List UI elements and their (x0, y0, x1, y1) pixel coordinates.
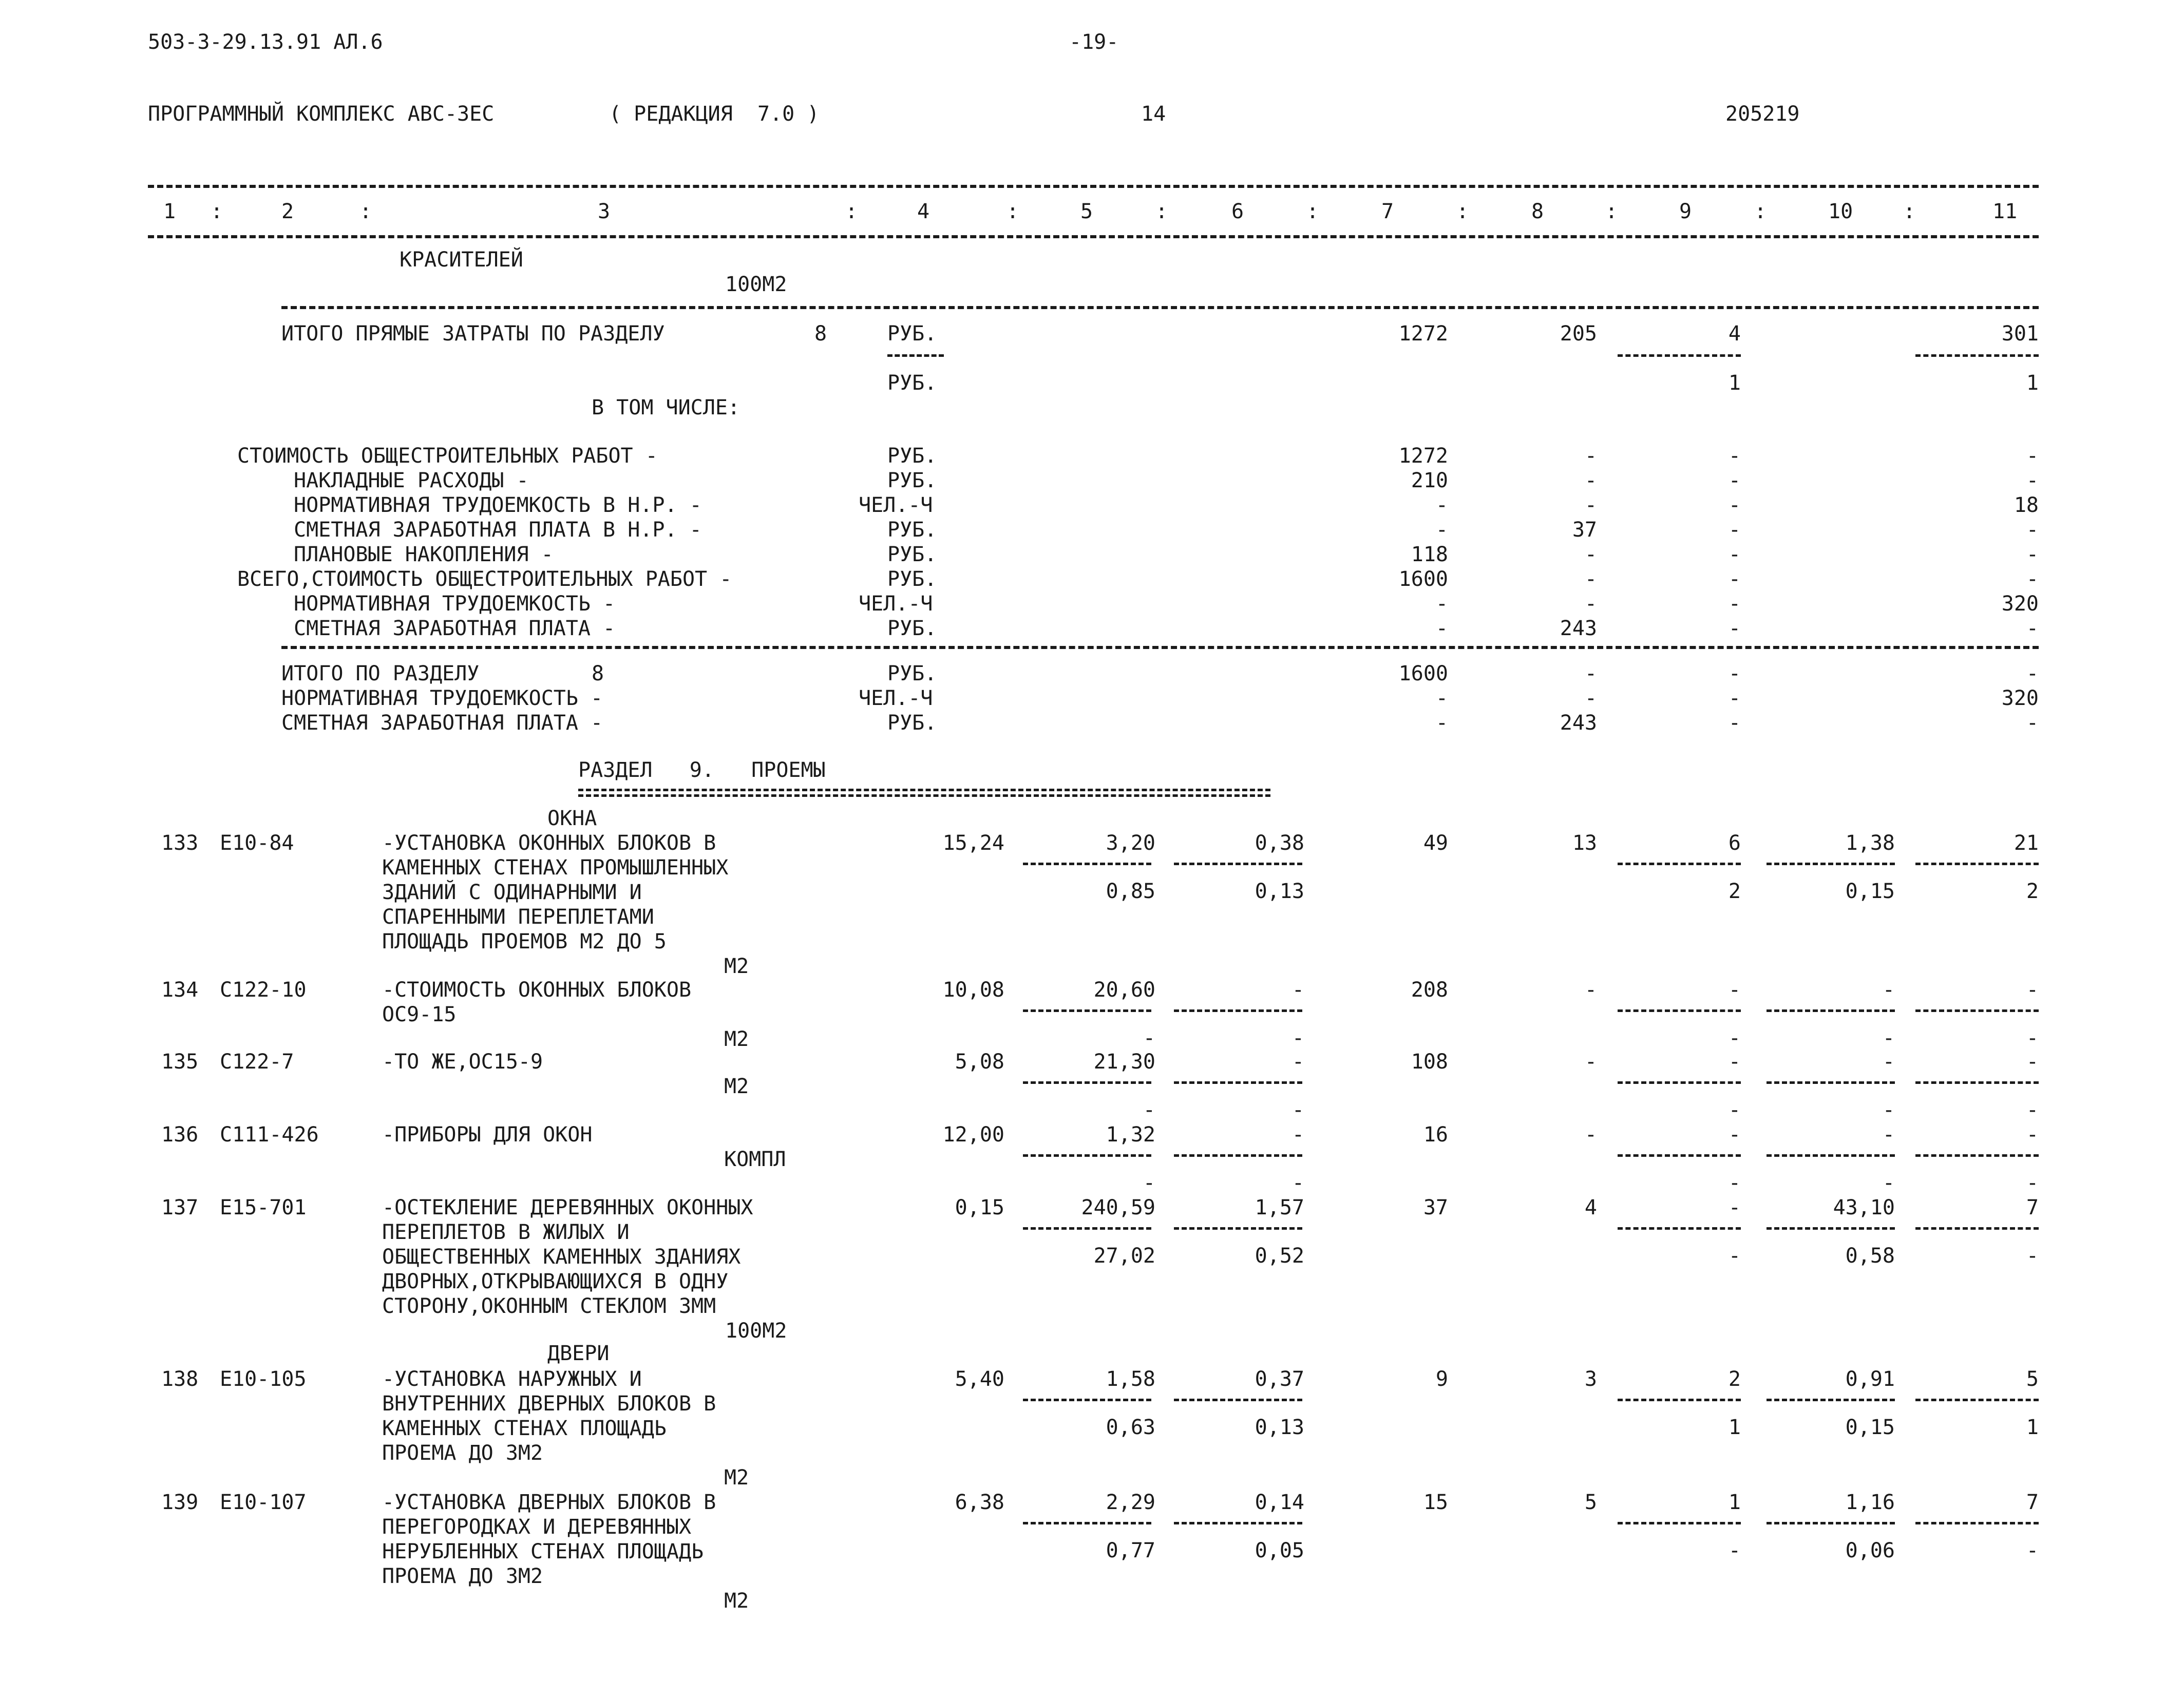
breakdown-c7: 118 (1411, 543, 1448, 566)
column-rule (1767, 1399, 1895, 1401)
itogo-unit: РУБ. (887, 662, 937, 685)
item-code: С122-10 (220, 978, 307, 1002)
breakdown-label: НОРМАТИВНАЯ ТРУДОЕМКОСТЬ - (294, 592, 616, 616)
column-rule (1915, 1227, 2039, 1230)
section-total-label: ИТОГО ПРЯМЫЕ ЗАТРАТЫ ПО РАЗДЕЛУ (281, 322, 665, 346)
itogo-c8: - (1584, 686, 1597, 710)
item-c11: 7 (2026, 1196, 2039, 1219)
item-c5: 20,60 (1093, 978, 1155, 1002)
column-rule (1023, 1154, 1151, 1157)
breakdown-unit: РУБ. (887, 469, 937, 492)
itogo-c9: - (1728, 711, 1741, 735)
column-rule (1618, 1227, 1741, 1230)
item-c5: 3,20 (1106, 831, 1155, 855)
item-c5-secondary: 0,63 (1106, 1416, 1155, 1439)
column-separator: : (211, 200, 223, 223)
item-description-line: -УСТАНОВКА ДВЕРНЫХ БЛОКОВ В (382, 1491, 716, 1514)
breakdown-unit: РУБ. (887, 567, 937, 591)
breakdown-c7: - (1435, 617, 1448, 640)
section-total-c9b: 1 (1728, 371, 1741, 395)
itogo-unit: РУБ. (887, 711, 937, 735)
item-c5-secondary: - (1143, 1026, 1155, 1050)
section-total-unit: РУБ. (887, 322, 937, 346)
breakdown-c11: 18 (2014, 493, 2039, 517)
item-c8: 5 (1584, 1491, 1597, 1514)
itogo-label: НОРМАТИВНАЯ ТРУДОЕМКОСТЬ - (281, 686, 603, 710)
breakdown-c11: - (2026, 518, 2039, 542)
item-c11-secondary: 2 (2026, 880, 2039, 903)
item-c11: 21 (2014, 831, 2039, 855)
item-c4: 6,38 (955, 1491, 1004, 1514)
item-c10: - (1882, 1050, 1895, 1074)
item-c10-secondary: - (1882, 1171, 1895, 1195)
column-header-7: 7 (1381, 200, 1394, 223)
rule (1915, 354, 2039, 357)
item-c6-secondary: - (1292, 1098, 1304, 1122)
item-c6-secondary: 0,13 (1255, 1416, 1304, 1439)
itogo-c7: 1600 (1398, 662, 1448, 685)
column-rule (1174, 1399, 1302, 1401)
column-header-9: 9 (1679, 200, 1692, 223)
item-c7: 208 (1411, 978, 1448, 1002)
item-c6-secondary: 0,13 (1255, 880, 1304, 903)
column-rule (1174, 1081, 1302, 1084)
itogo-c11: - (2026, 662, 2039, 685)
section-total-number: 8 (814, 322, 827, 346)
item-description-line: ПРОЕМА ДО 3М2 (382, 1565, 543, 1588)
breakdown-unit: РУБ. (887, 543, 937, 566)
breakdown-label: НАКЛАДНЫЕ РАСХОДЫ - (294, 469, 529, 492)
column-rule (1023, 1081, 1151, 1084)
section-total-top-rule (281, 306, 2039, 309)
item-description-line: -ТО ЖЕ,ОС15-9 (382, 1050, 543, 1074)
including-label: В ТОМ ЧИСЛЕ: (592, 396, 740, 419)
breakdown-c9: - (1728, 444, 1741, 468)
item-c10: 0,91 (1845, 1367, 1895, 1391)
item-c9-secondary: - (1728, 1539, 1741, 1562)
column-rule (1915, 1522, 2039, 1524)
itogo-c9: - (1728, 686, 1741, 710)
column-header-2: 2 (281, 200, 294, 223)
column-header-5: 5 (1080, 200, 1093, 223)
column-rule (1767, 1009, 1895, 1012)
item-c7: 16 (1423, 1123, 1448, 1147)
item-c4: 10,08 (942, 978, 1004, 1002)
column-rule (1915, 1154, 2039, 1157)
column-rule (1023, 1227, 1151, 1230)
breakdown-c9: - (1728, 493, 1741, 517)
column-separator: : (845, 200, 858, 223)
program-edition: ( РЕДАКЦИЯ 7.0 ) (609, 102, 820, 126)
item-description-line: -УСТАНОВКА ОКОННЫХ БЛОКОВ В (382, 831, 716, 855)
document-code: 503-3-29.13.91 АЛ.6 (148, 30, 383, 54)
item-unit: М2 (724, 1075, 749, 1098)
column-rule (1174, 1227, 1302, 1230)
column-rule (1618, 1009, 1741, 1012)
column-rule (1618, 1399, 1741, 1401)
item-c5-secondary: 0,85 (1106, 880, 1155, 903)
column-header-10: 10 (1828, 200, 1853, 223)
item-description-line: ПЛОЩАДЬ ПРОЕМОВ М2 ДО 5 (382, 930, 667, 953)
column-rule (1174, 1522, 1302, 1524)
itogo-c11: - (2026, 711, 2039, 735)
sheet-number: 14 (1141, 102, 1166, 126)
breakdown-unit: РУБ. (887, 518, 937, 542)
column-header-11: 11 (1992, 200, 2018, 223)
breakdown-c8: 37 (1572, 518, 1597, 542)
breakdown-label: СТОИМОСТЬ ОБЩЕСТРОИТЕЛЬНЫХ РАБОТ - (237, 444, 658, 468)
item-c5: 1,58 (1106, 1367, 1155, 1391)
item-c6: - (1292, 1123, 1304, 1147)
item-unit: М2 (724, 1466, 749, 1490)
column-separator: : (1006, 200, 1019, 223)
item-c5: 1,32 (1106, 1123, 1155, 1147)
column-rule (1174, 1009, 1302, 1012)
item-c11: - (2026, 1123, 2039, 1147)
item-unit: М2 (724, 955, 749, 978)
item-c10: - (1882, 978, 1895, 1002)
itogo-top-rule (281, 646, 2039, 649)
item-c9-secondary: - (1728, 1244, 1741, 1268)
item-c11-secondary: - (2026, 1098, 2039, 1122)
item-description-line: СТОРОНУ,ОКОННЫМ СТЕКЛОМ 3ММ (382, 1294, 716, 1318)
prev-item-unit: 100М2 (725, 273, 787, 296)
item-description-line: ОБЩЕСТВЕННЫХ КАМЕННЫХ ЗДАНИЯХ (382, 1245, 741, 1269)
column-rule (1767, 1227, 1895, 1230)
breakdown-c8: - (1584, 444, 1597, 468)
column-separator: : (1306, 200, 1319, 223)
item-description-line: НЕРУБЛЕННЫХ СТЕНАХ ПЛОЩАДЬ (382, 1540, 704, 1563)
item-number: 138 (161, 1367, 199, 1391)
item-c10-secondary: 0,15 (1845, 1416, 1895, 1439)
breakdown-c8: - (1584, 543, 1597, 566)
item-description-line: ОС9-15 (382, 1003, 457, 1026)
item-description-line: СПАРЕННЫМИ ПЕРЕПЛЕТАМИ (382, 905, 654, 929)
item-c6: - (1292, 1050, 1304, 1074)
breakdown-c9: - (1728, 469, 1741, 492)
item-c6-secondary: - (1292, 1171, 1304, 1195)
item-c9-secondary: - (1728, 1026, 1741, 1050)
breakdown-unit: ЧЕЛ.-Ч (859, 592, 933, 616)
column-rule (1915, 1081, 2039, 1084)
item-c9-secondary: - (1728, 1171, 1741, 1195)
item-c4: 15,24 (942, 831, 1004, 855)
breakdown-c7: - (1435, 518, 1448, 542)
item-c10-secondary: - (1882, 1026, 1895, 1050)
item-description-line: -УСТАНОВКА НАРУЖНЫХ И (382, 1367, 642, 1391)
column-rule (1767, 1522, 1895, 1524)
column-separator: : (1903, 200, 1916, 223)
item-description-line: -ПРИБОРЫ ДЛЯ ОКОН (382, 1123, 593, 1147)
header-bottom-rule (148, 235, 2039, 238)
item-description-line: ЗДАНИЙ С ОДИНАРНЫМИ И (382, 881, 642, 904)
item-code: Е10-105 (220, 1367, 307, 1391)
breakdown-c7: 1600 (1398, 567, 1448, 591)
subsection-doors: ДВЕРИ (547, 1342, 610, 1365)
breakdown-c9: - (1728, 592, 1741, 616)
item-number: 139 (161, 1491, 199, 1514)
section-total-c7: 1272 (1398, 322, 1448, 346)
item-description-line: КАМЕННЫХ СТЕНАХ ПЛОЩАДЬ (382, 1417, 667, 1440)
item-c11: - (2026, 1050, 2039, 1074)
item-c5: 240,59 (1081, 1196, 1155, 1219)
column-header-3: 3 (598, 200, 611, 223)
item-c9: 2 (1728, 1367, 1741, 1391)
item-c10: - (1882, 1123, 1895, 1147)
breakdown-c8: 243 (1560, 617, 1597, 640)
item-c8: - (1584, 978, 1597, 1002)
item-description-line: -СТОИМОСТЬ ОКОННЫХ БЛОКОВ (382, 978, 692, 1002)
item-c11-secondary: - (2026, 1171, 2039, 1195)
item-c6-secondary: 0,52 (1255, 1244, 1304, 1268)
item-description-line: ВНУТРЕННИХ ДВЕРНЫХ БЛОКОВ В (382, 1392, 716, 1416)
item-description-line: ПРОЕМА ДО 3М2 (382, 1441, 543, 1465)
column-rule (1915, 863, 2039, 865)
item-c11: - (2026, 978, 2039, 1002)
item-c5-secondary: 0,77 (1106, 1539, 1155, 1562)
item-c8: 13 (1572, 831, 1597, 855)
column-rule (1023, 863, 1151, 865)
breakdown-unit: РУБ. (887, 444, 937, 468)
item-c6: - (1292, 978, 1304, 1002)
item-c10: 1,16 (1845, 1491, 1895, 1514)
prev-item-text: КРАСИТЕЛЕЙ (400, 248, 523, 272)
breakdown-c9: - (1728, 543, 1741, 566)
item-c6-secondary: 0,05 (1255, 1539, 1304, 1562)
item-description-line: ДВОРНЫХ,ОТКРЫВАЮЩИХСЯ В ОДНУ (382, 1270, 729, 1293)
item-c5-secondary: - (1143, 1098, 1155, 1122)
item-c6-secondary: - (1292, 1026, 1304, 1050)
item-c7: 9 (1435, 1367, 1448, 1391)
section-9-title: РАЗДЕЛ 9. ПРОЕМЫ (578, 758, 826, 782)
column-rule (1023, 1522, 1151, 1524)
itogo-label: СМЕТНАЯ ЗАРАБОТНАЯ ПЛАТА - (281, 711, 603, 735)
item-c9: 1 (1728, 1491, 1741, 1514)
item-c9: - (1728, 1196, 1741, 1219)
item-c4: 5,40 (955, 1367, 1004, 1391)
breakdown-c8: - (1584, 592, 1597, 616)
breakdown-c7: 210 (1411, 469, 1448, 492)
rule (1618, 354, 1741, 357)
breakdown-label: ВСЕГО,СТОИМОСТЬ ОБЩЕСТРОИТЕЛЬНЫХ РАБОТ - (237, 567, 732, 591)
breakdown-c11: - (2026, 567, 2039, 591)
item-c9: - (1728, 1050, 1741, 1074)
breakdown-c11: 320 (2001, 592, 2039, 616)
item-c7: 15 (1423, 1491, 1448, 1514)
breakdown-c8: - (1584, 567, 1597, 591)
section-total-c9: 4 (1728, 322, 1741, 346)
item-description-line: КАМЕННЫХ СТЕНАХ ПРОМЫШЛЕННЫХ (382, 856, 729, 880)
breakdown-c9: - (1728, 567, 1741, 591)
column-separator: : (1605, 200, 1618, 223)
item-unit: 100М2 (725, 1319, 787, 1343)
section-total-c11b: 1 (2026, 371, 2039, 395)
item-code: С111-426 (220, 1123, 319, 1147)
item-code: Е10-107 (220, 1491, 307, 1514)
item-c5: 2,29 (1106, 1491, 1155, 1514)
item-c6: 0,37 (1255, 1367, 1304, 1391)
item-c10-secondary: 0,06 (1845, 1539, 1895, 1562)
item-c8: 3 (1584, 1367, 1597, 1391)
item-unit: КОМПЛ (724, 1148, 786, 1171)
item-c10-secondary: 0,15 (1845, 880, 1895, 903)
breakdown-c11: - (2026, 617, 2039, 640)
section-total-c8: 205 (1560, 322, 1597, 346)
breakdown-label: НОРМАТИВНАЯ ТРУДОЕМКОСТЬ В Н.Р. - (294, 493, 702, 517)
column-separator: : (1155, 200, 1168, 223)
item-number: 133 (161, 831, 199, 855)
item-c10-secondary: - (1882, 1098, 1895, 1122)
header-top-rule (148, 185, 2039, 188)
column-separator: : (1456, 200, 1469, 223)
column-rule (1174, 863, 1302, 865)
breakdown-c11: - (2026, 444, 2039, 468)
breakdown-label: СМЕТНАЯ ЗАРАБОТНАЯ ПЛАТА - (294, 617, 616, 640)
column-header-1: 1 (163, 200, 176, 223)
breakdown-c11: - (2026, 543, 2039, 566)
column-header-8: 8 (1531, 200, 1544, 223)
item-c5-secondary: 27,02 (1093, 1244, 1155, 1268)
breakdown-c8: - (1584, 469, 1597, 492)
column-separator: : (359, 200, 372, 223)
item-c8: - (1584, 1050, 1597, 1074)
item-c8: - (1584, 1123, 1597, 1147)
item-c10: 43,10 (1833, 1196, 1895, 1219)
breakdown-c7: - (1435, 592, 1448, 616)
itogo-c9: - (1728, 662, 1741, 685)
item-c7: 108 (1411, 1050, 1448, 1074)
column-header-4: 4 (917, 200, 930, 223)
column-rule (1023, 1009, 1151, 1012)
itogo-unit: ЧЕЛ.-Ч (859, 686, 933, 710)
item-c11-secondary: - (2026, 1026, 2039, 1050)
item-c7: 37 (1423, 1196, 1448, 1219)
item-c8: 4 (1584, 1196, 1597, 1219)
item-c6: 0,38 (1255, 831, 1304, 855)
breakdown-c7: 1272 (1398, 444, 1448, 468)
item-unit: М2 (724, 1589, 749, 1613)
breakdown-label: ПЛАНОВЫЕ НАКОПЛЕНИЯ - (294, 543, 554, 566)
item-c11-secondary: - (2026, 1539, 2039, 1562)
section-total-unit-2: РУБ. (887, 371, 937, 395)
column-separator: : (1754, 200, 1767, 223)
column-header-6: 6 (1231, 200, 1244, 223)
breakdown-c9: - (1728, 518, 1741, 542)
column-rule (1618, 1154, 1741, 1157)
breakdown-unit: ЧЕЛ.-Ч (859, 493, 933, 517)
breakdown-c7: - (1435, 493, 1448, 517)
breakdown-c11: - (2026, 469, 2039, 492)
item-description-line: ПЕРЕПЛЕТОВ В ЖИЛЫХ И (382, 1220, 630, 1244)
item-code: Е10-84 (220, 831, 294, 855)
subsection-windows: ОКНА (547, 807, 597, 830)
item-number: 134 (161, 978, 199, 1002)
item-description-line: ПЕРЕГОРОДКАХ И ДЕРЕВЯННЫХ (382, 1515, 692, 1539)
item-c11: 5 (2026, 1367, 2039, 1391)
item-c9-secondary: 2 (1728, 880, 1741, 903)
itogo-section-number: 8 (592, 662, 604, 685)
item-description-line: -ОСТЕКЛЕНИЕ ДЕРЕВЯННЫХ ОКОННЫХ (382, 1196, 753, 1219)
column-rule (1618, 1522, 1741, 1524)
item-number: 137 (161, 1196, 199, 1219)
item-c4: 12,00 (942, 1123, 1004, 1147)
item-c4: 0,15 (955, 1196, 1004, 1219)
item-c11: 7 (2026, 1491, 2039, 1514)
column-rule (1915, 1009, 2039, 1012)
document-number: 205219 (1725, 102, 1800, 126)
item-c10: 1,38 (1845, 831, 1895, 855)
program-title: ПРОГРАММНЫЙ КОМПЛЕКС АВС-3ЕС (148, 102, 495, 126)
item-unit: М2 (724, 1027, 749, 1051)
rule (887, 354, 944, 357)
item-c9: - (1728, 978, 1741, 1002)
column-rule (1767, 1081, 1895, 1084)
item-code: С122-7 (220, 1050, 294, 1074)
item-c11-secondary: 1 (2026, 1416, 2039, 1439)
column-rule (1915, 1399, 2039, 1401)
item-c7: 49 (1423, 831, 1448, 855)
item-number: 136 (161, 1123, 199, 1147)
breakdown-c8: - (1584, 493, 1597, 517)
itogo-c8: 243 (1560, 711, 1597, 735)
item-c9-secondary: - (1728, 1098, 1741, 1122)
column-rule (1618, 1081, 1741, 1084)
item-number: 135 (161, 1050, 199, 1074)
itogo-c8: - (1584, 662, 1597, 685)
page-number: -19- (1069, 30, 1119, 54)
item-c11-secondary: - (2026, 1244, 2039, 1268)
column-rule (1767, 863, 1895, 865)
item-c4: 5,08 (955, 1050, 1004, 1074)
section-total-c11: 301 (2001, 322, 2039, 346)
item-c9: 6 (1728, 831, 1741, 855)
itogo-c11: 320 (2001, 686, 2039, 710)
breakdown-c9: - (1728, 617, 1741, 640)
item-c10-secondary: 0,58 (1845, 1244, 1895, 1268)
itogo-label: ИТОГО ПО РАЗДЕЛУ (281, 662, 480, 685)
itogo-c7: - (1435, 686, 1448, 710)
itogo-c7: - (1435, 711, 1448, 735)
item-c9: - (1728, 1123, 1741, 1147)
section-9-double-underline (578, 789, 1270, 797)
breakdown-unit: РУБ. (887, 617, 937, 640)
item-c6: 1,57 (1255, 1196, 1304, 1219)
breakdown-label: СМЕТНАЯ ЗАРАБОТНАЯ ПЛАТА В Н.Р. - (294, 518, 702, 542)
item-c6: 0,14 (1255, 1491, 1304, 1514)
column-rule (1174, 1154, 1302, 1157)
item-c5-secondary: - (1143, 1171, 1155, 1195)
item-code: Е15-701 (220, 1196, 307, 1219)
column-rule (1767, 1154, 1895, 1157)
item-c9-secondary: 1 (1728, 1416, 1741, 1439)
item-c5: 21,30 (1093, 1050, 1155, 1074)
column-rule (1023, 1399, 1151, 1401)
column-rule (1618, 863, 1741, 865)
